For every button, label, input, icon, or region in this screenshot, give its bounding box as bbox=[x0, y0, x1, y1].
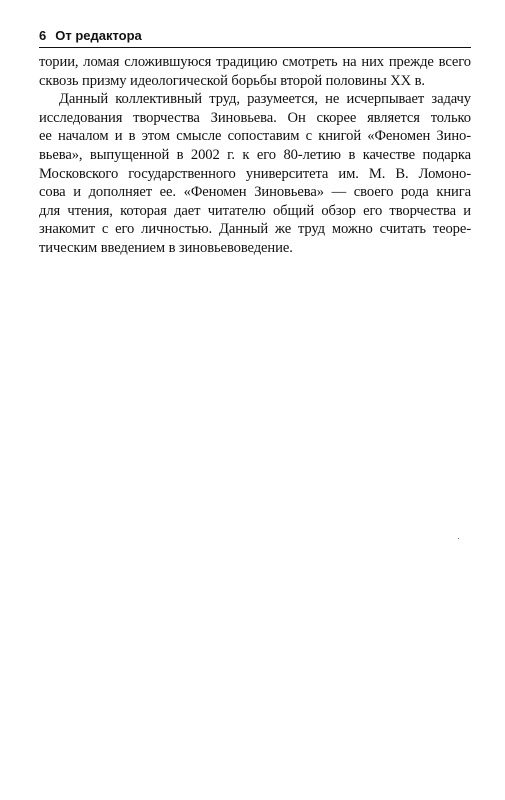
text-line: Московского государственного университета им. М. В. Ломоно- bbox=[39, 165, 471, 182]
page-number: 6 bbox=[39, 28, 47, 43]
text-line: тории, ломая сложившуюся традицию смотреть на них прежде всего bbox=[39, 54, 471, 70]
text-line: вьева», выпущенной в 2002 г. к его 80-летию в качестве подарка bbox=[39, 146, 471, 163]
header-rule bbox=[39, 47, 471, 48]
paragraph-continuation bbox=[39, 53, 471, 90]
text-line: исследования творчества Зиновьева. Он скорее является только bbox=[39, 109, 471, 126]
paragraph-collective-work bbox=[39, 90, 471, 257]
text-line: ее началом и в этом смысле сопоставим с книгой «Феномен Зино- bbox=[39, 128, 471, 145]
text-line: тическим введением в зиновьевоведение. bbox=[39, 239, 293, 256]
book-page bbox=[39, 28, 471, 258]
scan-speck bbox=[458, 538, 459, 539]
text-line: Данный коллективный труд, разумеется, не исчерпывает задачу bbox=[59, 91, 471, 108]
running-title: От редактора bbox=[55, 28, 142, 43]
text-line: сова и дополняет ее. «Феномен Зиновьева» — своего рода книга bbox=[39, 184, 471, 201]
text-line: для чтения, которая дает читателю общий обзор его творчества и bbox=[39, 202, 471, 219]
text-line: сквозь призму идеологической борьбы второй половины XX в. bbox=[39, 72, 425, 89]
running-header bbox=[39, 28, 471, 47]
text-line: знакомит с его личностью. Данный же труд можно считать теоре- bbox=[39, 221, 471, 238]
